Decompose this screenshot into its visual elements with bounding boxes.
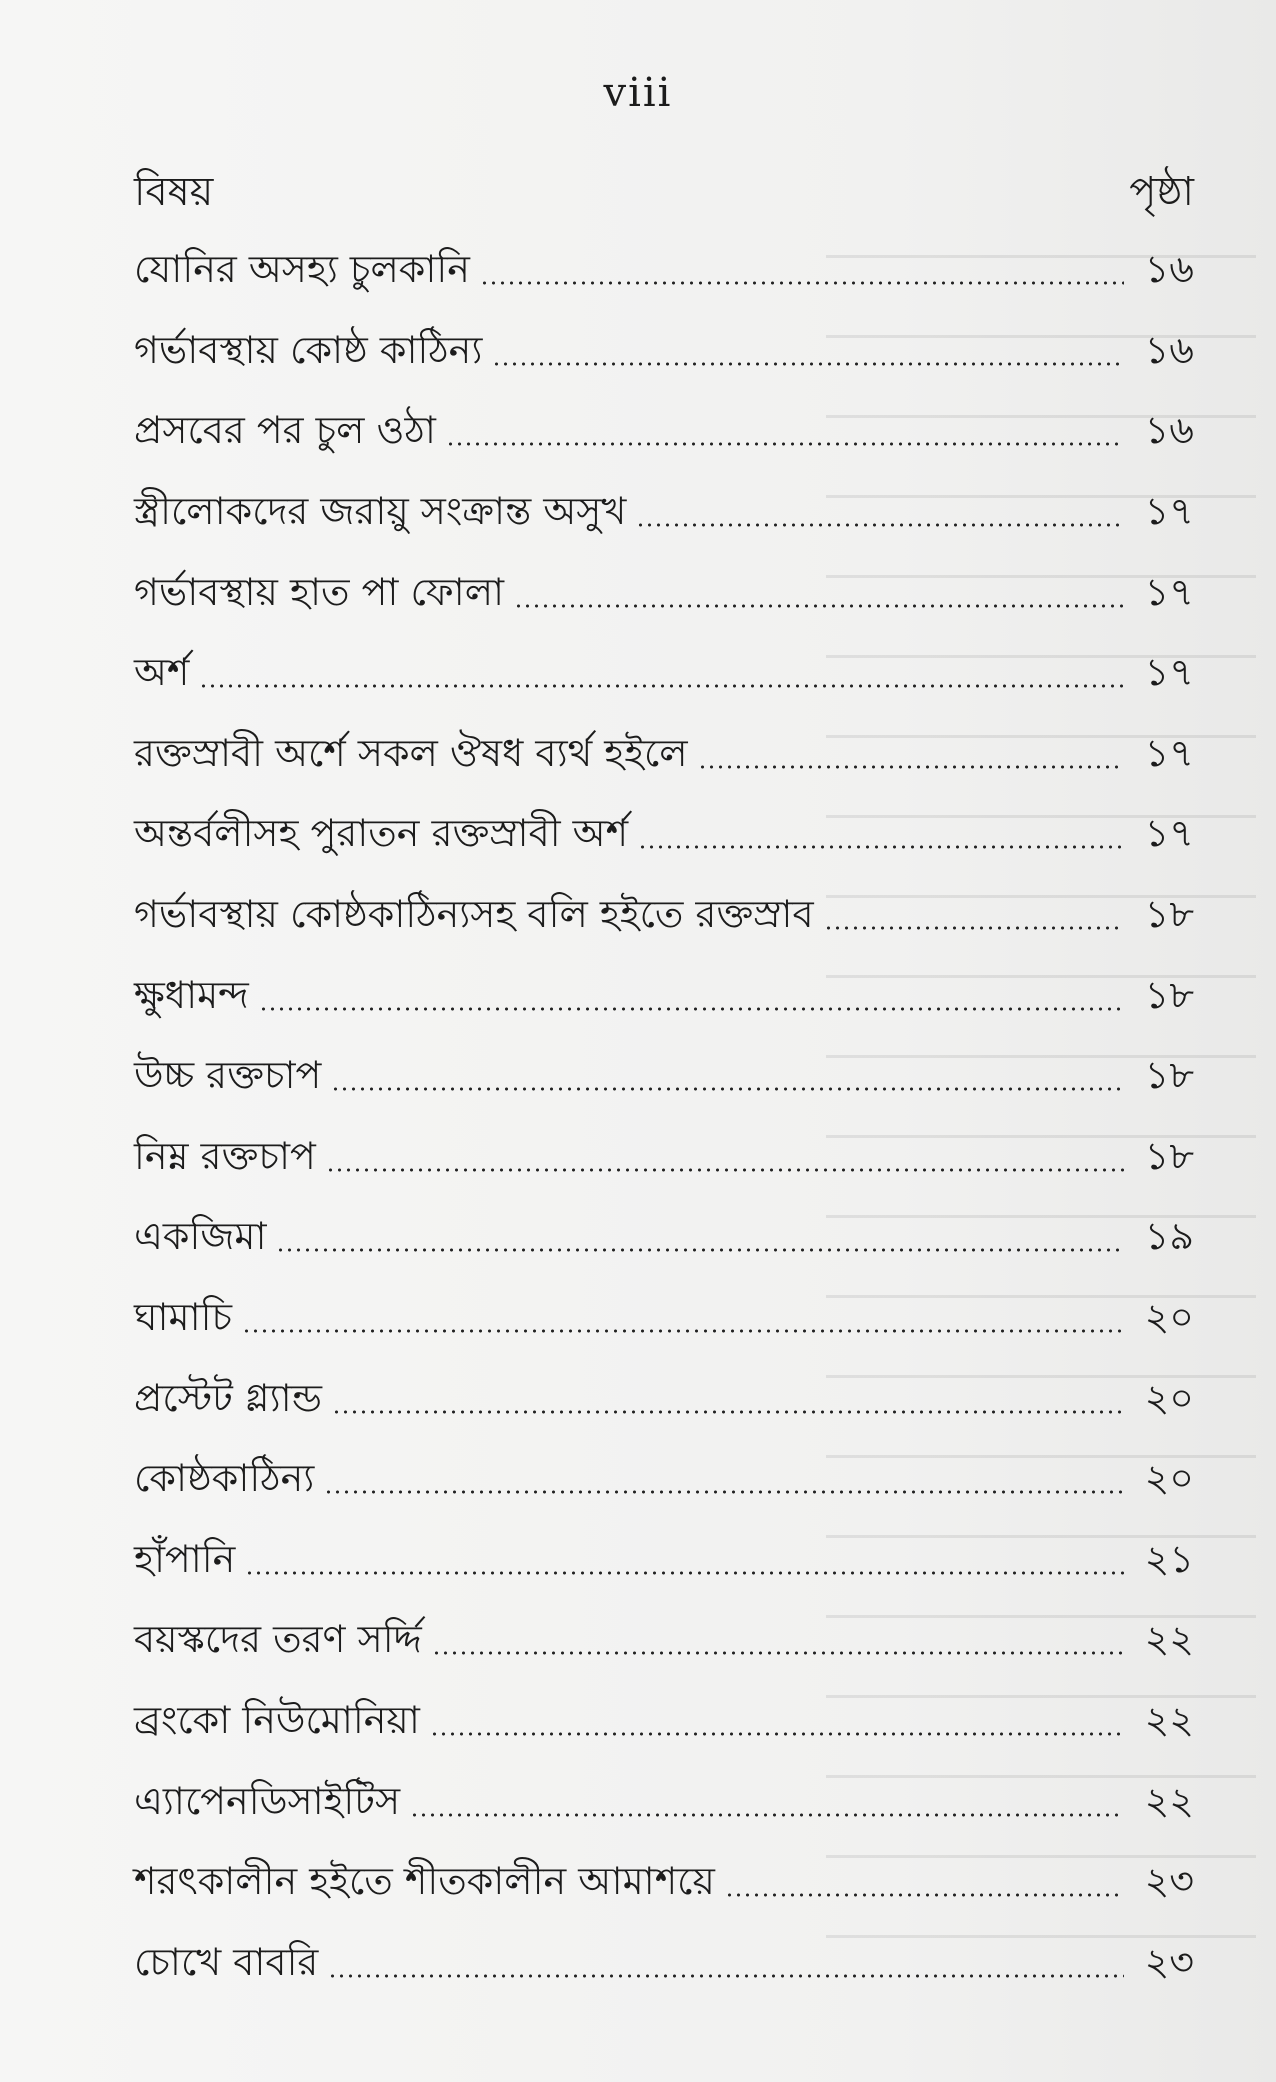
- entry-page: ২২: [1144, 1617, 1194, 1662]
- dot-leader: [259, 1007, 1124, 1011]
- entry-title: কোষ্ঠকাঠিন্য: [134, 1456, 315, 1501]
- dot-leader: [636, 523, 1124, 527]
- entry-page: ১৭: [1144, 569, 1194, 614]
- toc-entry: [134, 1119, 1194, 1200]
- dot-leader: [332, 1410, 1124, 1414]
- dot-leader: [242, 1329, 1124, 1333]
- entry-page: ২২: [1144, 1778, 1194, 1823]
- toc-entry: [134, 393, 1194, 474]
- toc-entry: [134, 554, 1194, 635]
- dot-leader: [324, 1490, 1124, 1494]
- entry-page: ২০: [1144, 1375, 1194, 1420]
- toc-entry: [134, 1441, 1194, 1522]
- dot-leader: [276, 1248, 1124, 1252]
- toc-header: [134, 160, 1194, 220]
- entry-page: ১৯: [1144, 1214, 1194, 1259]
- dot-leader: [432, 1651, 1124, 1655]
- entry-title: নিম্ন রক্তচাপ: [134, 1133, 316, 1178]
- dot-leader: [430, 1732, 1124, 1736]
- dot-leader: [245, 1571, 1124, 1575]
- toc-entry: [134, 957, 1194, 1038]
- entry-title: হাঁপানি: [134, 1536, 236, 1581]
- entry-page: ১৭: [1144, 650, 1194, 695]
- toc-entry: [134, 716, 1194, 797]
- toc-entry: [134, 1522, 1194, 1603]
- entry-title: এ্যাপেনডিসাইটিস: [134, 1778, 401, 1823]
- toc-entry: [134, 1280, 1194, 1361]
- dot-leader: [824, 926, 1124, 930]
- entry-title: ঘামাচি: [134, 1295, 232, 1340]
- entry-page: ১৭: [1144, 811, 1194, 856]
- dot-leader: [698, 765, 1124, 769]
- entry-title: অন্তর্বলীসহ পুরাতন রক্তস্রাবী অর্শ: [134, 811, 629, 856]
- entry-title: গর্ভাবস্থায় হাত পা ফোলা: [134, 569, 505, 614]
- dot-leader: [199, 684, 1124, 688]
- toc-entry: [134, 796, 1194, 877]
- entry-page: ১৬: [1144, 247, 1194, 292]
- entry-title: স্ত্রীলোকদের জরায়ু সংক্রান্ত অসুখ: [134, 489, 627, 534]
- entry-title: ব্রংকো নিউমোনিয়া: [134, 1697, 420, 1742]
- entry-page: ১৭: [1144, 730, 1194, 775]
- entry-page: ১৮: [1144, 972, 1194, 1017]
- entry-page: ১৬: [1144, 408, 1194, 453]
- dot-leader: [480, 281, 1124, 285]
- entry-title: প্রসবের পর চুল ওঠা: [134, 408, 436, 453]
- dot-leader: [725, 1893, 1124, 1897]
- entry-title: গর্ভাবস্থায় কোষ্ঠকাঠিন্যসহ বলি হইতে রক্তস্রাব: [134, 892, 814, 937]
- entry-title: রক্তস্রাবী অর্শে সকল ঔষধ ব্যর্থ হইলে: [134, 730, 688, 775]
- dot-leader: [638, 845, 1124, 849]
- dot-leader: [492, 362, 1124, 366]
- entry-page: ১৮: [1144, 1053, 1194, 1098]
- toc-entry: [134, 232, 1194, 313]
- dot-leader: [446, 442, 1124, 446]
- page-column-heading: পৃষ্ঠা: [1129, 169, 1194, 215]
- dot-leader: [514, 604, 1124, 608]
- entry-page: ২১: [1144, 1536, 1194, 1581]
- entry-title: উচ্চ রক্তচাপ: [134, 1053, 322, 1098]
- table-of-contents: [134, 232, 1194, 2005]
- entry-title: চোখে বাবরি: [134, 1939, 319, 1984]
- toc-entry: [134, 1763, 1194, 1844]
- entry-title: ক্ষুধামন্দ: [134, 972, 249, 1017]
- dot-leader: [328, 1974, 1124, 1978]
- entry-page: ২০: [1144, 1295, 1194, 1340]
- entry-page: ২২: [1144, 1697, 1194, 1742]
- entry-title: বয়স্কদের তরণ সর্দ্দি: [134, 1617, 422, 1662]
- entry-title: শরৎকালীন হইতে শীতকালীন আমাশয়ে: [134, 1859, 715, 1904]
- toc-entry: [134, 1038, 1194, 1119]
- entry-page: ২০: [1144, 1456, 1194, 1501]
- entry-title: যোনির অসহ্য চুলকানি: [134, 247, 470, 292]
- entry-page: ২৩: [1144, 1859, 1194, 1904]
- entry-title: একজিমা: [134, 1214, 267, 1259]
- entry-page: ১৮: [1144, 1133, 1194, 1178]
- entry-title: প্রস্টেট গ্ল্যান্ড: [134, 1375, 322, 1420]
- toc-entry: [134, 1602, 1194, 1683]
- entry-title: অর্শ: [134, 650, 190, 695]
- page-number: viii: [603, 70, 673, 116]
- toc-entry: [134, 474, 1194, 555]
- entry-page: ১৭: [1144, 489, 1194, 534]
- dot-leader: [331, 1087, 1124, 1091]
- toc-entry: [134, 635, 1194, 716]
- toc-entry: [134, 1844, 1194, 1925]
- toc-entry: [134, 313, 1194, 394]
- entry-page: ১৮: [1144, 892, 1194, 937]
- dot-leader: [326, 1168, 1124, 1172]
- toc-entry: [134, 877, 1194, 958]
- entry-page: ২৩: [1144, 1939, 1194, 1984]
- toc-entry: [134, 1199, 1194, 1280]
- entry-page: ১৬: [1144, 327, 1194, 372]
- toc-entry: [134, 1360, 1194, 1441]
- toc-entry: [134, 1924, 1194, 2005]
- toc-entry: [134, 1683, 1194, 1764]
- subject-column-heading: বিষয়: [134, 169, 214, 215]
- dot-leader: [410, 1813, 1124, 1817]
- entry-title: গর্ভাবস্থায় কোষ্ঠ কাঠিন্য: [134, 327, 483, 372]
